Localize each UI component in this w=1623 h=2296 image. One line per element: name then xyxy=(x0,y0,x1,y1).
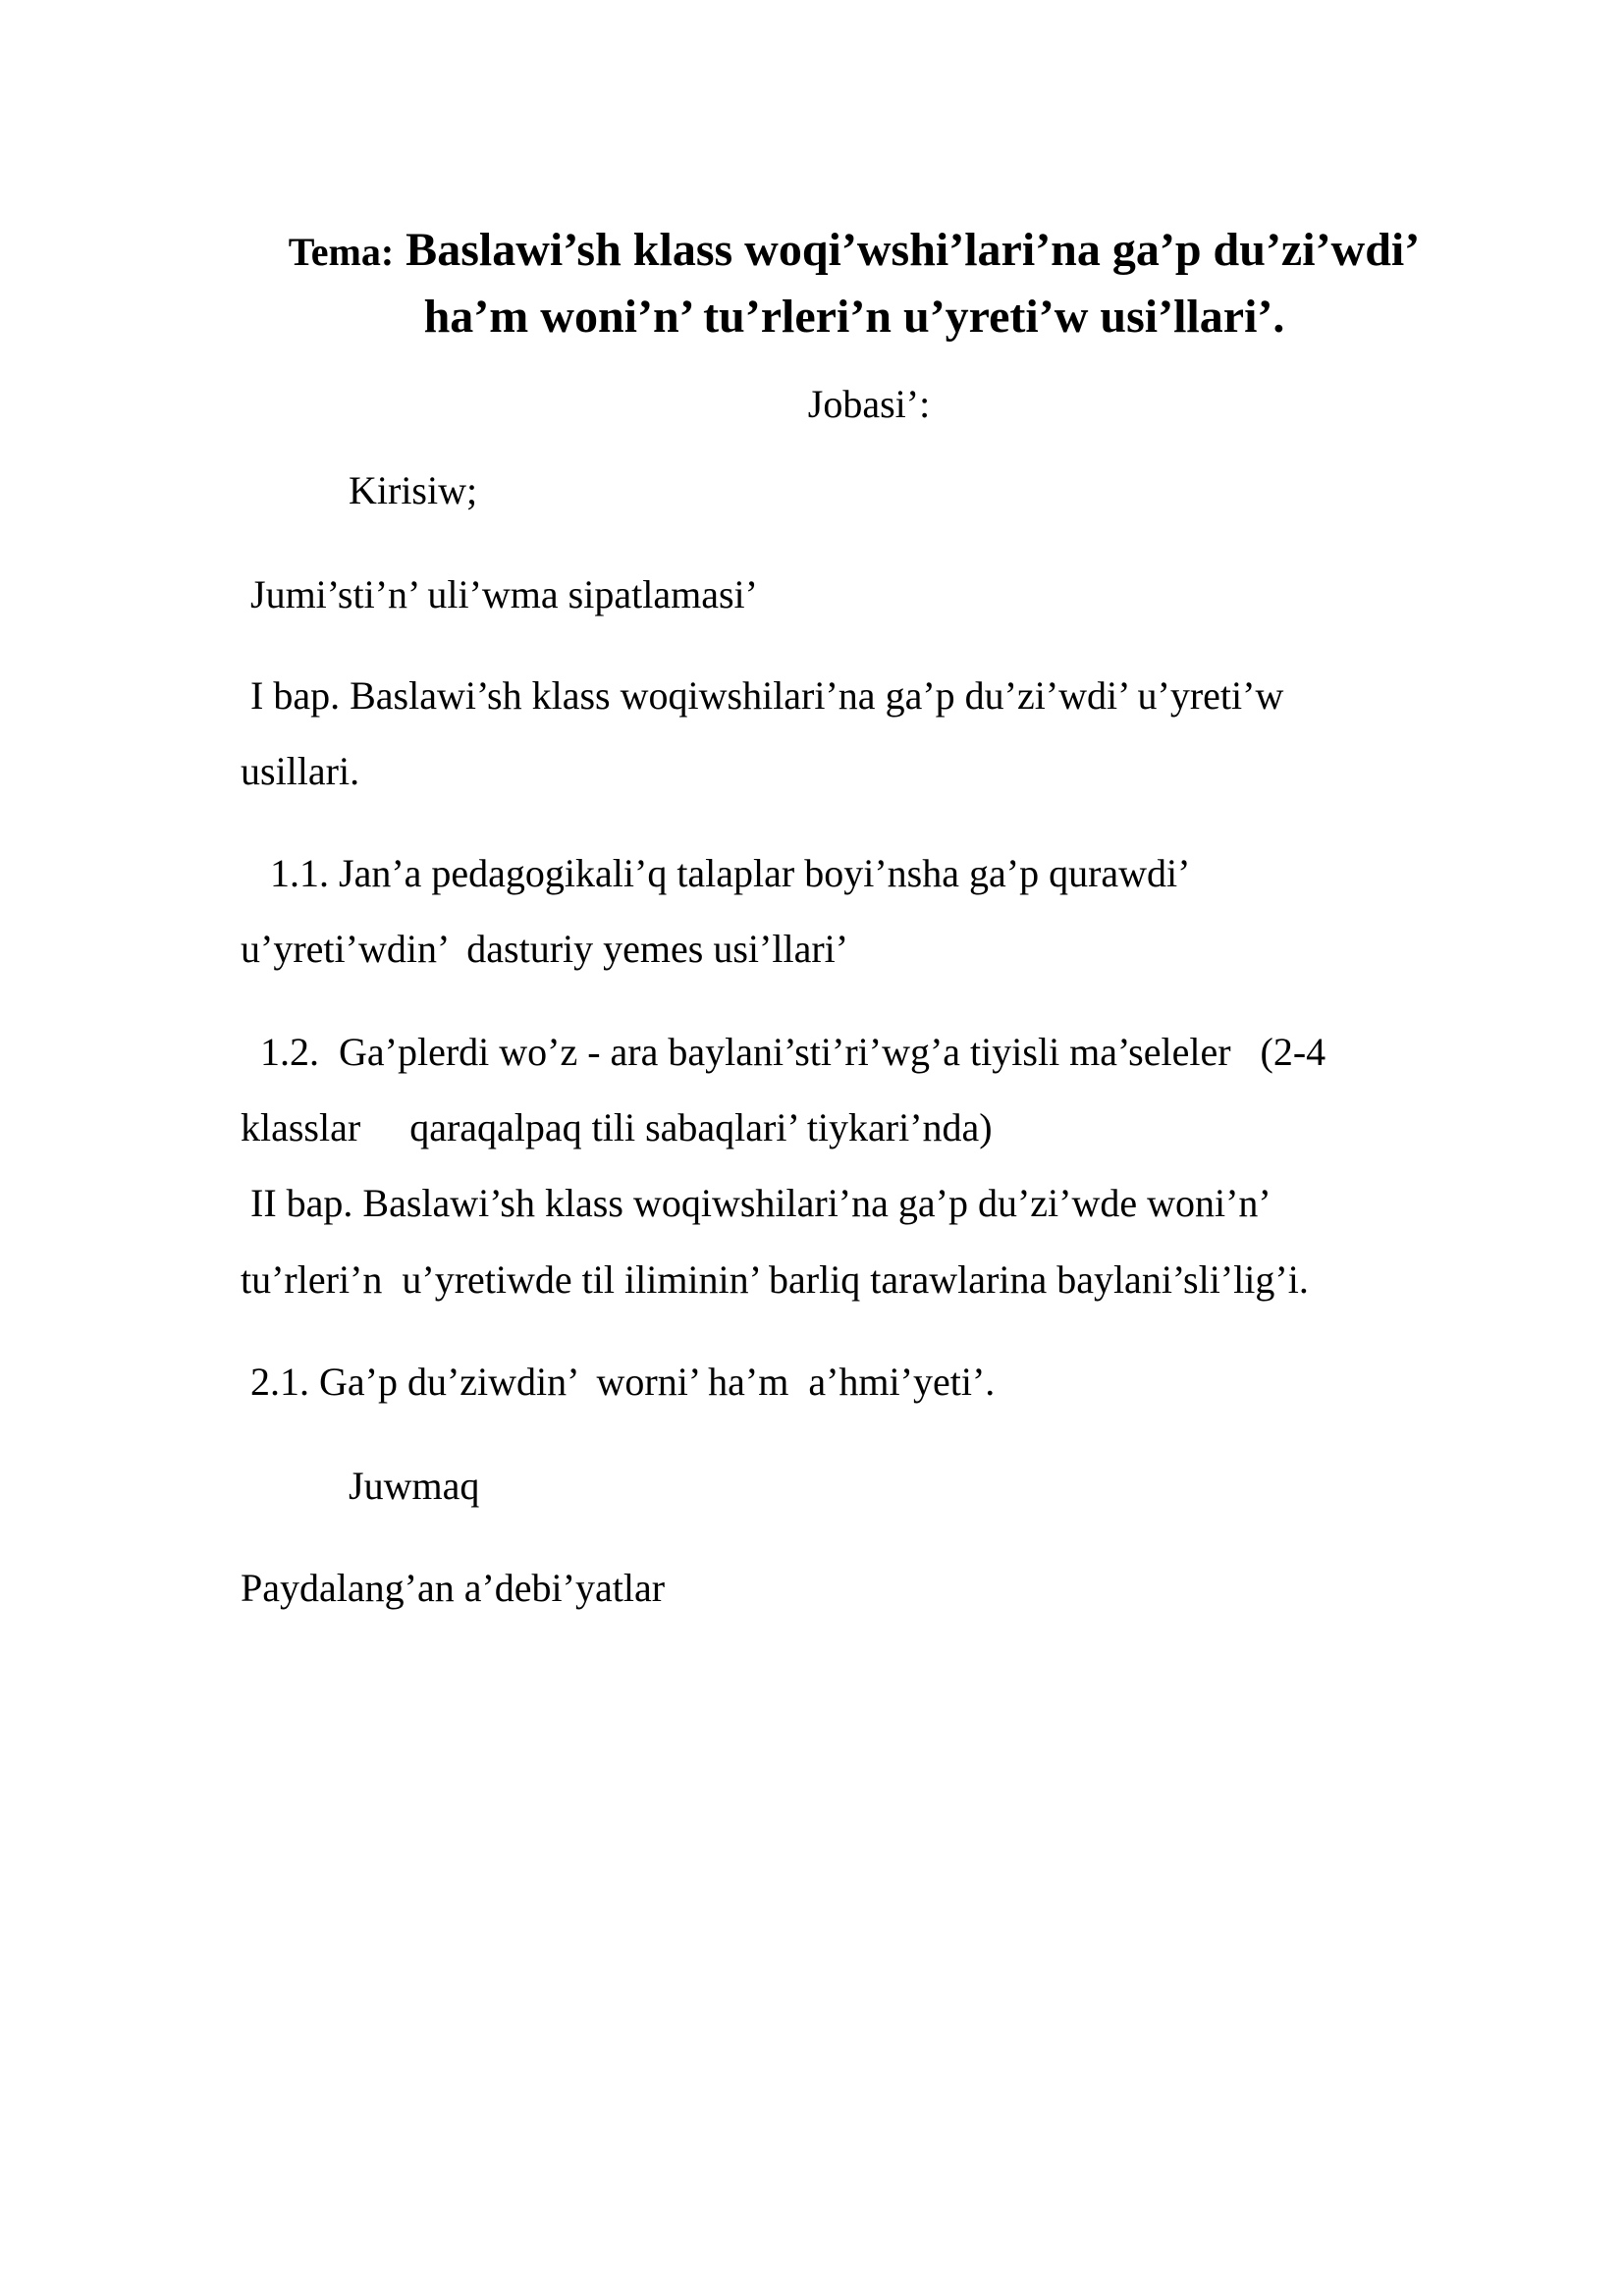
document-title xyxy=(236,218,1473,349)
plan-item-chapter-2: II bap. Baslawi’sh klass woqiwshilari’na ga’p du’zi’wde woni’n’ xyxy=(241,1181,1271,1225)
plan-item-1-1-cont: u’yreti’wdin’ dasturiy yemes usi’llari’ xyxy=(241,927,849,971)
plan-item-1-2-cont: klasslar qaraqalpaq tili sabaqlari’ tiykari’nda) xyxy=(241,1105,993,1149)
plan-item-chapter-1-cont: usillari. xyxy=(241,749,360,793)
plan-item-chapter-1: I bap. Baslawi’sh klass woqiwshilari’na ga’p du’zi’wdi’ u’yreti’w xyxy=(241,673,1284,718)
title-line-1 xyxy=(236,218,1473,285)
plan-item-general: Jumi’sti’n’ uli’wma sipatlamasi’ xyxy=(241,572,758,616)
plan-item-chapter-2-cont: tu’rleri’n u’yretiwde til iliminin’ barliq tarawlarina baylani’sli’lig’i. xyxy=(241,1257,1309,1302)
plan-heading: Jobasi’: xyxy=(807,382,931,426)
plan-item-2-1: 2.1. Ga’p du’ziwdin’ worni’ ha’m a’hmi’yeti’. xyxy=(241,1360,996,1404)
title-line-2: ha’m woni’n’ tu’rleri’n u’yreti’w usi’llari’. xyxy=(423,291,1285,343)
title-label: Tema: xyxy=(288,230,395,274)
plan-item-1-2: 1.2. Ga’plerdi wo’z - ara baylani’sti’ri’wg’a tiyisli ma’seleler (2-4 xyxy=(241,1030,1326,1074)
plan-item-references: Paydalang’an a’debi’yatlar xyxy=(241,1566,666,1610)
plan-item-1-1: 1.1. Jan’a pedagogikali’q talaplar boyi’nsha ga’p qurawdi’ xyxy=(241,851,1191,895)
plan-item-introduction: Kirisiw; xyxy=(349,468,478,512)
plan-item-conclusion: Juwmaq xyxy=(349,1464,480,1508)
title-text-1: Baslawi’sh klass woqi’wshi’lari’na ga’p du’zi’wdi’ xyxy=(406,224,1421,276)
